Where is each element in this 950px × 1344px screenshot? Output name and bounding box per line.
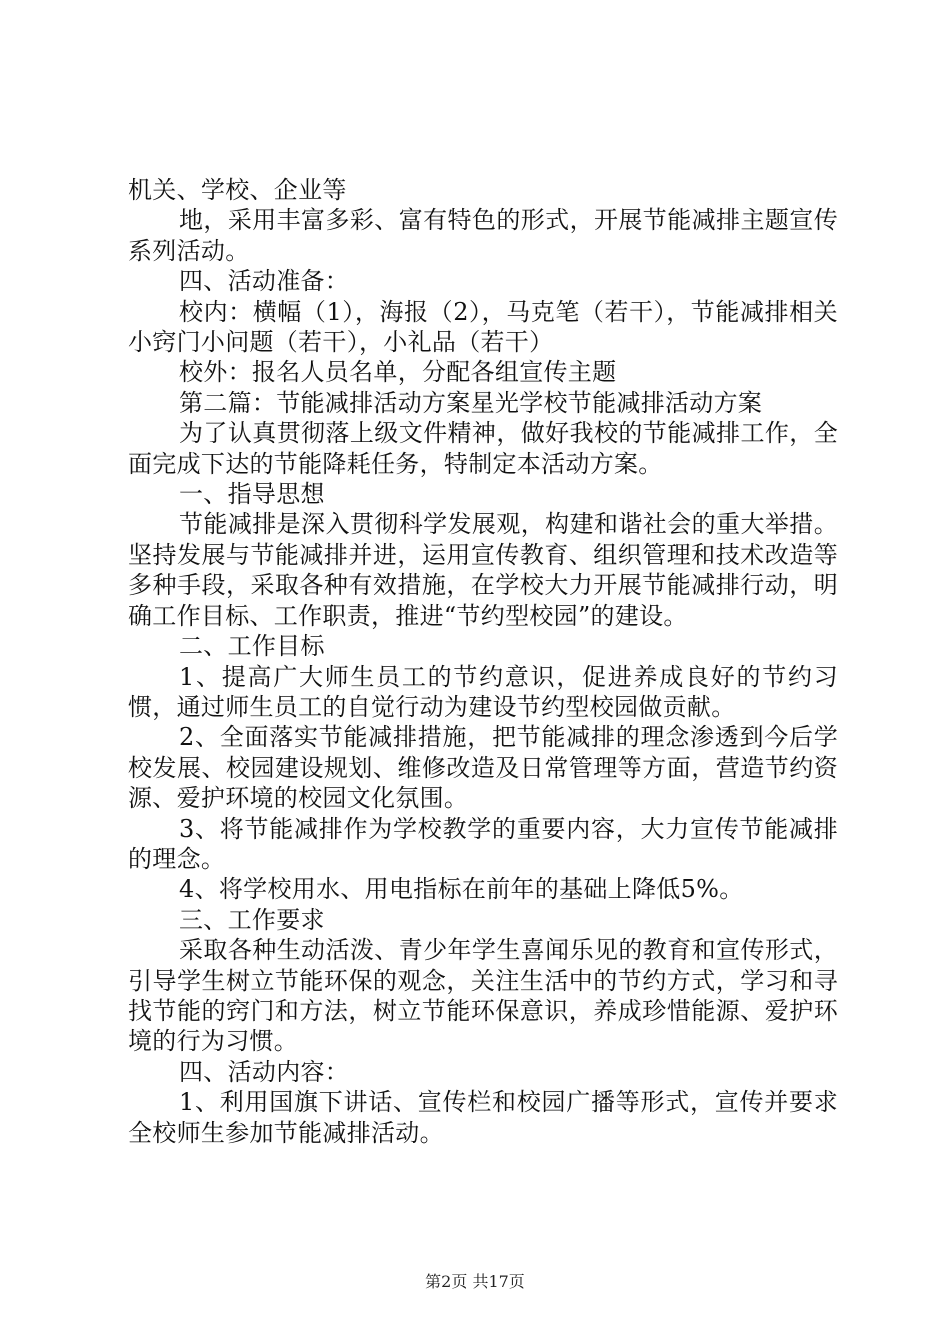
list-item: 1、利用国旗下讲话、宣传栏和校园广播等形式，宣传并要求全校师生参加节能减排活动。	[128, 1088, 838, 1147]
section-heading: 三、工作要求	[179, 905, 325, 934]
document-body	[128, 175, 838, 1148]
chapter-title: 第二篇：节能减排活动方案星光学校节能减排活动方案	[179, 388, 763, 417]
paragraph: 节能减排是深入贯彻科学发展观，构建和谐社会的重大举措。坚持发展与节能减排并进，运用宣传教育、组织管理和技术改造等多种手段，采取各种有效措施，在学校大力开展节能减排行动，明确工作目标、工作职责，推进“节约型校园”的建设。	[128, 510, 838, 630]
paragraph: 地，采用丰富多彩、富有特色的形式，开展节能减排主题宣传系列活动。	[128, 206, 838, 265]
list-item: 2、全面落实节能减排措施，把节能减排的理念渗透到今后学校发展、校园建设规划、维修改造及日常管理等方面，营造节约资源、爱护环境的校园文化氛围。	[128, 723, 838, 813]
section-heading: 二、工作目标	[179, 632, 325, 661]
paragraph: 采取各种生动活泼、青少年学生喜闻乐见的教育和宣传形式，引导学生树立节能环保的观念，关注生活中的节约方式，学习和寻找节能的窍门和方法，树立节能环保意识，养成珍惜能源、爱护环境的行为习惯。	[128, 936, 838, 1056]
paragraph: 校外：报名人员名单，分配各组宣传主题	[179, 358, 617, 387]
list-item: 1、提高广大师生员工的节约意识，促进养成良好的节约习惯，通过师生员工的自觉行动为建设节约型校园做贡献。	[128, 662, 838, 721]
section-heading: 四、活动内容：	[179, 1057, 350, 1086]
list-item: 3、将节能减排作为学校教学的重要内容，大力宣传节能减排的理念。	[128, 814, 838, 873]
paragraph-continuation: 机关、学校、企业等	[128, 176, 347, 204]
paragraph: 为了认真贯彻落上级文件精神，做好我校的节能减排工作，全面完成下达的节能降耗任务，特制定本活动方案。	[128, 419, 838, 478]
list-item: 4、将学校用水、用电指标在前年的基础上降低5%。	[179, 875, 744, 904]
section-heading: 四、活动准备：	[179, 267, 350, 296]
page-number-footer: 第2页 共17页	[425, 1272, 525, 1291]
section-heading: 一、指导思想	[179, 480, 325, 509]
paragraph: 校内：横幅（1），海报（2），马克笔（若干），节能减排相关小窍门小问题（若干），小礼品（若干）	[128, 297, 838, 357]
